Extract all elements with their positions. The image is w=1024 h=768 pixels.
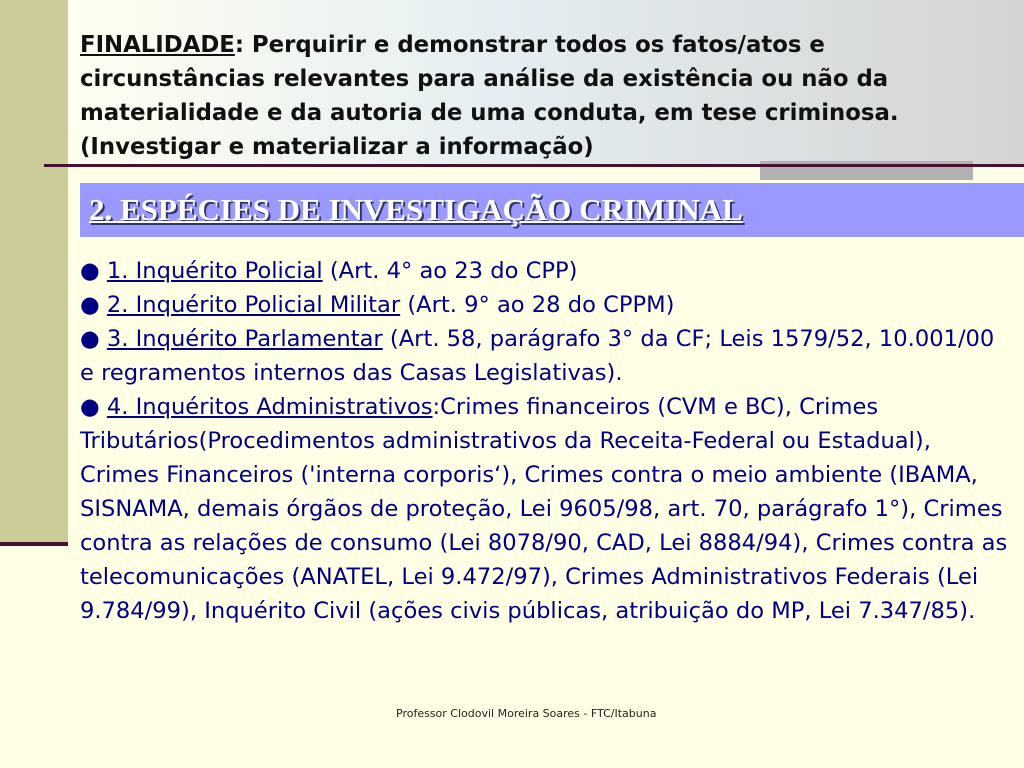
left-accent-line — [0, 542, 68, 546]
section-title: 2. ESPÉCIES DE INVESTIGAÇÃO CRIMINAL — [89, 192, 743, 227]
list-item-text: (Art. 4° ao 23 do CPP) — [322, 258, 578, 284]
list-item-text: (Art. 9° ao 28 do CPPM) — [400, 292, 675, 318]
finalidade-paragraph — [80, 28, 1010, 164]
bullet-icon: ● — [80, 326, 100, 352]
bullet-icon: ● — [80, 292, 100, 318]
header-divider-line — [44, 164, 1024, 167]
investigation-types-list — [80, 254, 1015, 628]
bullet-icon: ● — [80, 394, 100, 420]
link-inqueritos-administrativos[interactable]: 4. Inquéritos Administrativos — [106, 394, 433, 420]
finalidade-label: FINALIDADE — [80, 32, 235, 58]
left-decorative-bar — [0, 0, 68, 545]
bullet-icon: ● — [80, 258, 100, 284]
finalidade-text: : Perquirir e demonstrar todos os fatos/atos e circunstâncias relevantes para análise da existência ou não da materialidade e da autoria de uma conduta, em tese criminosa. (Investigar e materializar a informação) — [80, 32, 899, 160]
link-inquerito-policial[interactable]: 1. Inquérito Policial — [106, 258, 323, 284]
link-inquerito-policial-militar[interactable]: 2. Inquérito Policial Militar — [106, 292, 401, 318]
list-item — [80, 254, 1015, 288]
list-item — [80, 288, 1015, 322]
list-item-text: (Art. 58, parágrafo 3° da CF; Leis 1579/52, 10.001/00 e regramentos internos das Casas Legislativas). — [80, 326, 995, 386]
footer-credit: Professor Clodovil Moreira Soares - FTC/Itabuna — [396, 707, 657, 720]
list-item — [80, 390, 1015, 628]
link-inquerito-parlamentar[interactable]: 3. Inquérito Parlamentar — [106, 326, 383, 352]
list-item — [80, 322, 1015, 390]
list-item-text: :Crimes financeiros (CVM e BC), Crimes Tributários(Procedimentos administrativos da Receita-Federal ou Estadual), Crimes Financeiros ('interna corporis‘), Crimes contra o meio ambiente (IBAMA, SISNAMA, demais órgãos de proteção, Lei 9605/98, art. 70, parágrafo 1°), Crimes contra as relações de consumo (Lei 8078/90, CAD, Lei 8884/94), Crimes contra as telecomunicações (ANATEL, Lei 9.472/97), Crimes Administrativos Federais (Lei 9.784/99), Inquérito Civil (ações civis públicas, atribuição do MP, Lei 7.347/85). — [80, 394, 1008, 624]
